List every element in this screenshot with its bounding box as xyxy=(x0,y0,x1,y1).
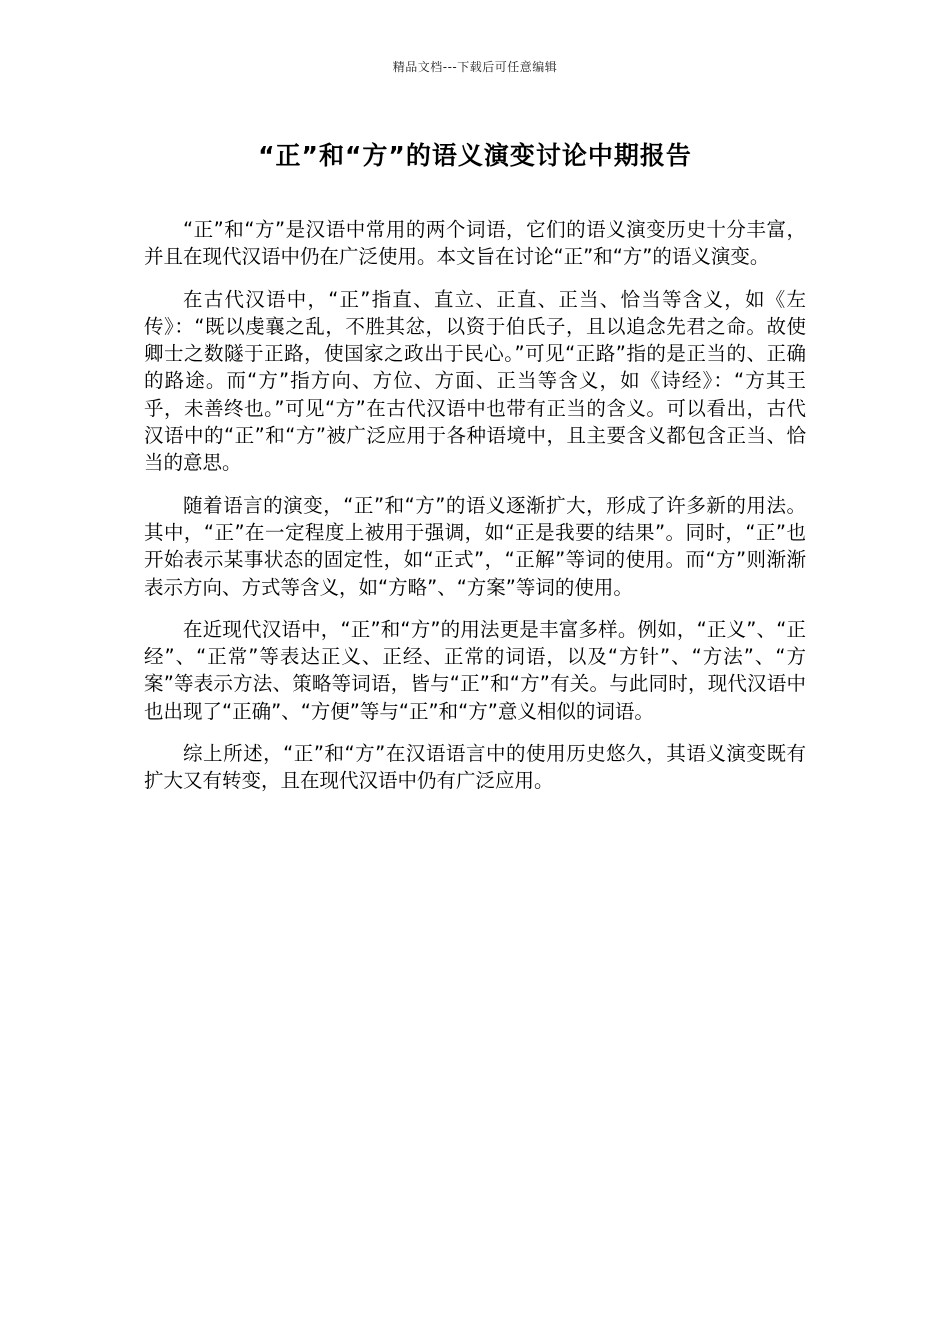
document-body xyxy=(144,216,806,810)
document-title: “正”和“方”的语义演变讨论中期报告 xyxy=(258,141,692,170)
paragraph-5: 综上所述，“正”和“方”在汉语语言中的使用历史悠久，其语义演变既有扩大又有转变，且在现代汉语中仍有广泛应用。 xyxy=(144,742,806,793)
paragraph-4: 在近现代汉语中，“正”和“方”的用法更是丰富多样。例如，“正义”、“正经”、“正常”等表达正义、正经、正常的词语，以及“方针”、“方法”、“方案”等表示方法、策略等词语，皆与“正”和“方”有关。与此同时，现代汉语中也出现了“正确”、“方便”等与“正”和“方”意义相似的词语。 xyxy=(144,617,806,723)
header-note: 精品文档---下载后可任意编辑 xyxy=(392,60,558,74)
paragraph-3: 随着语言的演变，“正”和“方”的语义逐渐扩大，形成了许多新的用法。其中，“正”在一定程度上被用于强调，如“正是我要的结果”。同时，“正”也开始表示某事状态的固定性，如“正式”，“正解”等词的使用。而“方”则渐渐表示方向、方式等含义，如“方略”、“方案”等词的使用。 xyxy=(144,493,806,599)
paragraph-1: “正”和“方”是汉语中常用的两个词语，它们的语义演变历史十分丰富，并且在现代汉语中仍在广泛使用。本文旨在讨论“正”和“方”的语义演变。 xyxy=(144,218,806,269)
paragraph-2: 在古代汉语中，“正”指直、直立、正直、正当、恰当等含义，如《左传》：“既以虔襄之乱，不胜其忿，以资于伯氏子，且以追念先君之命。故使卿士之数隧于正路，使国家之政出于民心。”可见“正路”指的是正当的、正确的路途。而“方”指方向、方位、方面、正当等含义，如《诗经》：“方其王乎，未善终也。”可见“方”在古代汉语中也带有正当的含义。可以看出，古代汉语中的“正”和“方”被广泛应用于各种语境中，且主要含义都包含正当、恰当的意思。 xyxy=(144,287,806,475)
